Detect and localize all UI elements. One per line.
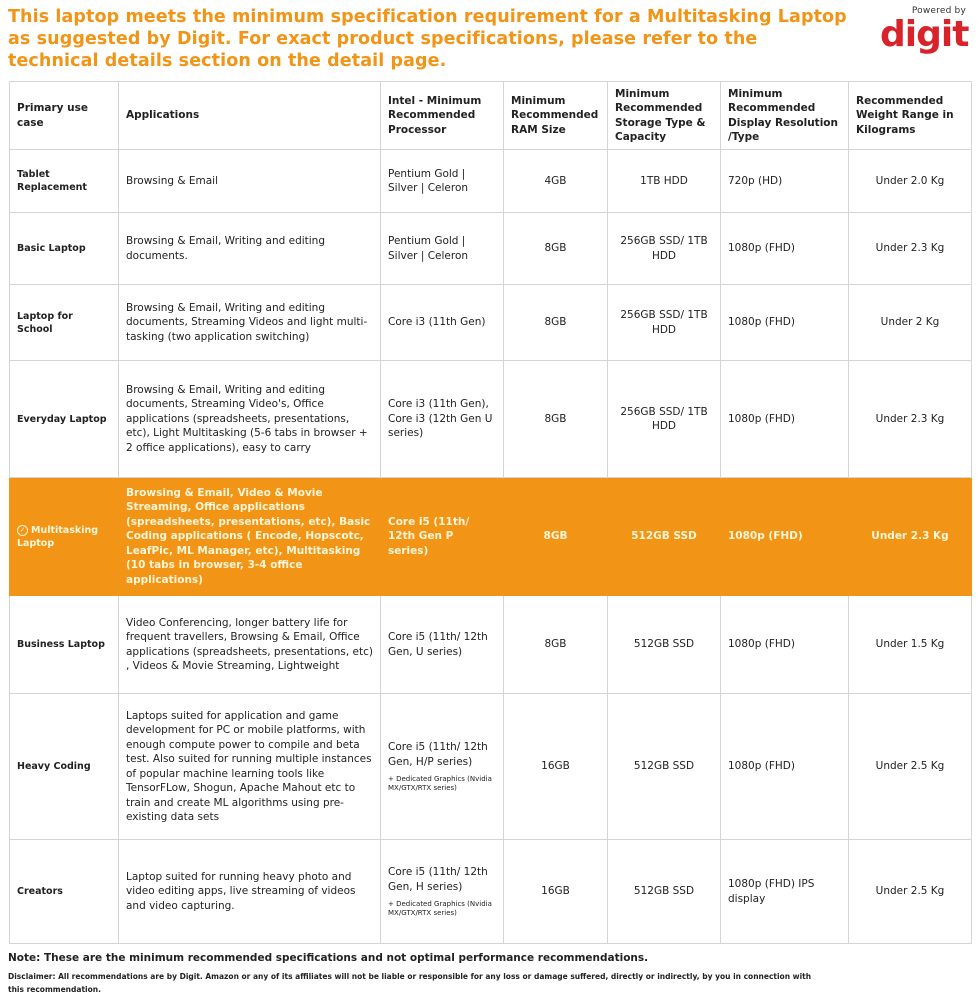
- cell-use-case: Laptop for School: [10, 285, 119, 361]
- table-row: [10, 150, 972, 213]
- cell-ram: 4GB: [504, 150, 608, 213]
- cell-storage: 512GB SSD: [608, 596, 721, 694]
- cell-processor: [381, 596, 504, 694]
- cell-ram: 8GB: [504, 361, 608, 478]
- use-case-label: Multitasking Laptop: [17, 524, 99, 549]
- header-display: Minimum Recommended Display Resolution /Type: [721, 82, 849, 150]
- footer-note: Note: These are the minimum recommended specifications and not optimal performance recommendations.: [8, 952, 649, 964]
- cell-use-case: [10, 478, 119, 596]
- cell-ram: 16GB: [504, 694, 608, 840]
- cell-display: 1080p (FHD): [721, 596, 849, 694]
- cell-applications: Browsing & Email, Writing and editing documents, Streaming Video's, Office applications (spreadsheets, presentations, etc), Light Multitasking (5-6 tabs in browser + 2 office applications), easy to carry: [119, 361, 381, 478]
- laptop-spec-table: [9, 81, 972, 944]
- cell-use-case: Everyday Laptop: [10, 361, 119, 478]
- cell-applications: Laptop suited for running heavy photo and video editing apps, live streaming of videos and video capturing.: [119, 840, 381, 944]
- header-notice: This laptop meets the minimum specification requirement for a Multitasking Laptop as suggested by Digit. For exact product specifications, please refer to the technical details section on the detail page.: [8, 7, 847, 71]
- header-applications: Applications: [119, 82, 381, 150]
- cell-applications: Browsing & Email: [119, 150, 381, 213]
- cell-use-case: Tablet Replacement: [10, 150, 119, 213]
- cell-processor: [381, 694, 504, 840]
- cell-applications: Laptops suited for application and game development for PC or mobile platforms, with enough compute power to compile and beta test. Also suited for running multiple instances of popular machine learning tools like TensorFLow, Shogun, Apache Mahout etc to train and create ML algorithms using pre-existing data sets: [119, 694, 381, 840]
- cell-use-case: Creators: [10, 840, 119, 944]
- cell-ram: 8GB: [504, 285, 608, 361]
- cell-applications: Browsing & Email, Writing and editing documents, Streaming Videos and light multi-tasking (two application switching): [119, 285, 381, 361]
- cell-ram: 8GB: [504, 213, 608, 285]
- cell-weight: Under 1.5 Kg: [849, 596, 972, 694]
- cell-storage: 1TB HDD: [608, 150, 721, 213]
- table-row: [10, 361, 972, 478]
- cell-applications: Video Conferencing, longer battery life for frequent travellers, Browsing & Email, Office applications (spreadsheets, presentations, etc) , Videos & Movie Streaming, Lightweight: [119, 596, 381, 694]
- cell-display: 1080p (FHD): [721, 478, 849, 596]
- cell-processor: [381, 840, 504, 944]
- cell-applications: Browsing & Email, Video & Movie Streaming, Office applications (spreadsheets, presentations, etc), Basic Coding applications ( Encode, Hopscotc, LeafPic, ML Manager, etc), Multitasking (10 tabs in browser, 3-4 office applications): [119, 478, 381, 596]
- cell-display: 1080p (FHD): [721, 213, 849, 285]
- cell-display: 1080p (FHD) IPS display: [721, 840, 849, 944]
- cell-use-case: Basic Laptop: [10, 213, 119, 285]
- table-row: [10, 694, 972, 840]
- cell-weight: Under 2.5 Kg: [849, 840, 972, 944]
- cell-storage: 256GB SSD/ 1TB HDD: [608, 361, 721, 478]
- cell-weight: Under 2.3 Kg: [849, 213, 972, 285]
- cell-processor: [381, 361, 504, 478]
- cell-applications: Browsing & Email, Writing and editing documents.: [119, 213, 381, 285]
- cell-processor: [381, 285, 504, 361]
- processor-text: Core i5 (11th/ 12th Gen P series): [388, 515, 470, 557]
- cell-processor: [381, 213, 504, 285]
- cell-storage: 512GB SSD: [608, 840, 721, 944]
- cell-use-case: Business Laptop: [10, 596, 119, 694]
- cell-ram: 16GB: [504, 840, 608, 944]
- header-processor: Intel - Minimum Recommended Processor: [381, 82, 504, 150]
- cell-ram: 8GB: [504, 478, 608, 596]
- header-storage: Minimum Recommended Storage Type & Capacity: [608, 82, 721, 150]
- cell-weight: Under 2 Kg: [849, 285, 972, 361]
- cell-display: 720p (HD): [721, 150, 849, 213]
- cell-weight: Under 2.3 Kg: [849, 478, 972, 596]
- disclaimer: Disclaimer: All recommendations are by Digit. Amazon or any of its affiliates will not be liable or responsible for any loss or damage suffered, directly or indirectly, by you in connection with this recommendation.: [8, 972, 812, 994]
- cell-storage: 256GB SSD/ 1TB HDD: [608, 285, 721, 361]
- cell-weight: Under 2.0 Kg: [849, 150, 972, 213]
- table-row-highlighted: [10, 478, 972, 596]
- table-row: [10, 596, 972, 694]
- powered-by-label: Powered by: [911, 6, 966, 16]
- cell-display: 1080p (FHD): [721, 361, 849, 478]
- table-row: [10, 840, 972, 944]
- check-circle-icon: ✓: [17, 525, 28, 536]
- header-primary-use: Primary use case: [10, 82, 119, 150]
- table-row: [10, 213, 972, 285]
- processor-text: Core i5 (11th/ 12th Gen, H/P series): [388, 741, 488, 768]
- table-header-row: [10, 82, 972, 150]
- cell-ram: 8GB: [504, 596, 608, 694]
- processor-text: Core i3 (11th Gen): [388, 316, 486, 329]
- cell-weight: Under 2.5 Kg: [849, 694, 972, 840]
- header-weight: Recommended Weight Range in Kilograms: [849, 82, 972, 150]
- digit-logo: digit: [880, 14, 969, 55]
- cell-display: 1080p (FHD): [721, 694, 849, 840]
- cell-processor: [381, 478, 504, 596]
- graphics-note: + Dedicated Graphics (Nvidia MX/GTX/RTX series): [388, 775, 492, 792]
- processor-text: Core i5 (11th/ 12th Gen, U series): [388, 631, 488, 658]
- processor-text: Pentium Gold | Silver | Celeron: [388, 167, 469, 194]
- cell-processor: [381, 150, 504, 213]
- cell-display: 1080p (FHD): [721, 285, 849, 361]
- processor-text: Pentium Gold | Silver | Celeron: [388, 235, 469, 262]
- cell-storage: 512GB SSD: [608, 478, 721, 596]
- cell-use-case: Heavy Coding: [10, 694, 119, 840]
- cell-weight: Under 2.3 Kg: [849, 361, 972, 478]
- header-ram: Minimum Recommended RAM Size: [504, 82, 608, 150]
- digit-brand: [880, 6, 969, 55]
- graphics-note: + Dedicated Graphics (Nvidia MX/GTX/RTX series): [388, 900, 492, 917]
- processor-text: Core i3 (11th Gen), Core i3 (12th Gen U series): [388, 398, 493, 440]
- cell-storage: 256GB SSD/ 1TB HDD: [608, 213, 721, 285]
- processor-text: Core i5 (11th/ 12th Gen, H series): [388, 866, 488, 893]
- table-row: [10, 285, 972, 361]
- cell-storage: 512GB SSD: [608, 694, 721, 840]
